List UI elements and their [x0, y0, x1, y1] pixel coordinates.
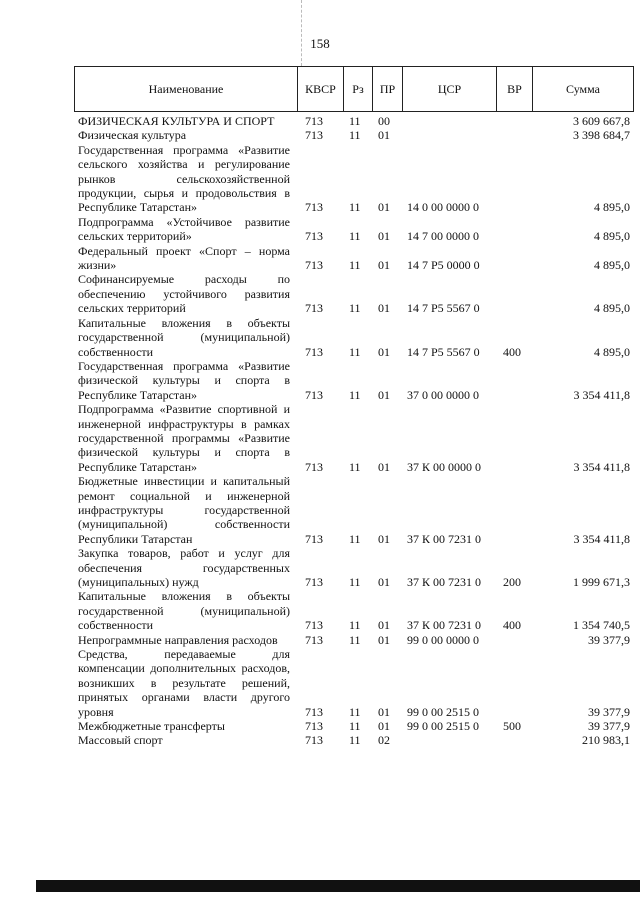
header-kvsr: КВСР — [297, 67, 343, 111]
row-csr: 99 0 00 2515 0 — [407, 704, 479, 719]
row-kvsr: 713 — [305, 344, 323, 359]
table-row — [74, 733, 634, 747]
row-csr: 37 0 00 0000 0 — [407, 387, 479, 402]
row-pr: 01 — [378, 459, 390, 474]
row-kvsr: 713 — [305, 114, 323, 128]
row-rz: 11 — [349, 733, 361, 748]
row-pr: 01 — [378, 200, 390, 215]
table-row — [74, 546, 634, 589]
row-csr: 37 К 00 7231 0 — [407, 531, 482, 546]
scan-border — [36, 880, 640, 892]
row-csr: 99 0 00 0000 0 — [407, 632, 479, 647]
row-sum: 1 999 671,3 — [573, 575, 630, 589]
table-row — [74, 114, 634, 128]
row-vr: 200 — [503, 575, 521, 589]
row-pr: 01 — [378, 632, 390, 647]
row-sum: 1 354 740,5 — [573, 618, 630, 633]
row-kvsr: 713 — [305, 229, 323, 244]
row-kvsr: 713 — [305, 575, 323, 589]
row-name: Бюджетные инвестиции и капитальный ремонт социальной и инженерной инфраструктуры государственной (муниципальной) собственности Республики Татарстан — [78, 474, 290, 546]
row-rz: 11 — [349, 531, 361, 546]
table-row — [74, 589, 634, 632]
table-row — [74, 215, 634, 244]
table-row — [74, 719, 634, 733]
row-csr: 37 К 00 7231 0 — [407, 575, 482, 589]
header-pr: ПР — [372, 67, 402, 111]
row-pr: 01 — [378, 531, 390, 546]
row-sum: 3 354 411,8 — [573, 387, 630, 402]
row-sum: 39 377,9 — [588, 719, 630, 734]
row-sum: 4 895,0 — [594, 344, 630, 359]
row-rz: 11 — [349, 704, 361, 719]
row-rz: 11 — [349, 618, 361, 633]
row-pr: 01 — [378, 387, 390, 402]
row-rz: 11 — [349, 575, 361, 589]
row-name: Средства, передаваемые для компенсации дополнительных расходов, возникших в результате решений, принятых органами власти другого уровня — [78, 647, 290, 719]
row-csr: 14 7 P5 5567 0 — [407, 301, 480, 316]
row-csr: 14 7 P5 0000 0 — [407, 258, 480, 273]
row-pr: 01 — [378, 128, 390, 143]
table-header — [74, 66, 634, 112]
row-kvsr: 713 — [305, 459, 323, 474]
row-rz: 11 — [349, 200, 361, 215]
row-rz: 11 — [349, 114, 361, 128]
table-row — [74, 272, 634, 315]
row-name: Капитальные вложения в объекты государственной (муниципальной) собственности — [78, 315, 290, 359]
row-sum: 3 354 411,8 — [573, 459, 630, 474]
row-kvsr: 713 — [305, 200, 323, 215]
row-kvsr: 713 — [305, 531, 323, 546]
row-csr: 14 7 00 0000 0 — [407, 229, 479, 244]
row-kvsr: 713 — [305, 632, 323, 647]
row-name: Капитальные вложения в объекты государственной (муниципальной) собственности — [78, 589, 290, 633]
row-kvsr: 713 — [305, 719, 323, 734]
row-rz: 11 — [349, 344, 361, 359]
row-pr: 01 — [378, 344, 390, 359]
row-kvsr: 713 — [305, 618, 323, 633]
row-name: Закупка товаров, работ и услуг для обеспечения государственных (муниципальных) нужд — [78, 546, 290, 589]
row-name: Софинансируемые расходы по обеспечению устойчивого развития сельских территорий — [78, 272, 290, 316]
header-rz: Рз — [343, 67, 372, 111]
row-rz: 11 — [349, 301, 361, 316]
row-kvsr: 713 — [305, 301, 323, 316]
table-row — [74, 316, 634, 359]
row-rz: 11 — [349, 128, 361, 143]
row-pr: 00 — [378, 114, 390, 128]
row-sum: 3 354 411,8 — [573, 531, 630, 546]
row-sum: 210 983,1 — [582, 733, 630, 748]
row-rz: 11 — [349, 719, 361, 734]
row-pr: 01 — [378, 575, 390, 589]
row-rz: 11 — [349, 459, 361, 474]
table-row — [74, 633, 634, 647]
row-pr: 01 — [378, 719, 390, 734]
row-pr: 02 — [378, 733, 390, 748]
row-vr: 400 — [503, 618, 521, 633]
row-kvsr: 713 — [305, 128, 323, 143]
row-sum: 4 895,0 — [594, 200, 630, 215]
table-row — [74, 244, 634, 273]
table-row — [74, 128, 634, 142]
row-sum: 39 377,9 — [588, 704, 630, 719]
row-name: Физическая культура — [78, 128, 187, 143]
row-csr: 37 К 00 7231 0 — [407, 618, 482, 633]
row-pr: 01 — [378, 229, 390, 244]
header-sum: Сумма — [532, 67, 633, 111]
row-pr: 01 — [378, 704, 390, 719]
table-row — [74, 402, 634, 474]
row-sum: 4 895,0 — [594, 258, 630, 273]
row-name: ФИЗИЧЕСКАЯ КУЛЬТУРА И СПОРТ — [78, 114, 275, 128]
row-name: Государственная программа «Развитие физической культуры и спорта в Республике Татарстан» — [78, 358, 290, 402]
page-number: 158 — [310, 36, 330, 51]
row-sum: 3 398 684,7 — [573, 128, 630, 143]
table-row — [74, 647, 634, 719]
row-kvsr: 713 — [305, 704, 323, 719]
header-csr: ЦСР — [402, 67, 496, 111]
row-rz: 11 — [349, 258, 361, 273]
table-row — [74, 143, 634, 215]
header-name: Наименование — [148, 81, 224, 96]
table-row — [74, 359, 634, 402]
row-rz: 11 — [349, 229, 361, 244]
row-name: Массовый спорт — [78, 733, 163, 748]
row-sum: 39 377,9 — [588, 632, 630, 647]
row-sum: 3 609 667,8 — [573, 114, 630, 128]
row-name: Подпрограмма «Устойчивое развитие сельских территорий» — [78, 214, 290, 244]
row-kvsr: 713 — [305, 733, 323, 748]
row-name: Государственная программа «Развитие сельского хозяйства и регулирование рынков сельскохозяйственной продукции, сырья и продовольствия в Республике Татарстан» — [78, 142, 290, 215]
row-pr: 01 — [378, 258, 390, 273]
row-name: Непрограммные направления расходов — [78, 632, 278, 647]
row-kvsr: 713 — [305, 258, 323, 273]
scan-fold-line — [301, 0, 302, 66]
row-csr: 14 0 00 0000 0 — [407, 200, 479, 215]
row-pr: 01 — [378, 618, 390, 633]
table-body — [74, 114, 634, 748]
header-vr: ВР — [496, 67, 532, 111]
row-name: Подпрограмма «Развитие спортивной и инженерной инфраструктуры в рамках государственной программы «Развитие физической культуры и спорта в Республике Татарстан» — [78, 402, 290, 474]
table-row — [74, 474, 634, 546]
row-sum: 4 895,0 — [594, 229, 630, 244]
row-name: Межбюджетные трансферты — [78, 719, 225, 734]
row-csr: 14 7 P5 5567 0 — [407, 344, 480, 359]
row-pr: 01 — [378, 301, 390, 316]
row-name: Федеральный проект «Спорт – норма жизни» — [78, 243, 290, 273]
row-kvsr: 713 — [305, 387, 323, 402]
row-sum: 4 895,0 — [594, 301, 630, 316]
row-csr: 37 К 00 0000 0 — [407, 459, 482, 474]
row-rz: 11 — [349, 632, 361, 647]
row-rz: 11 — [349, 387, 361, 402]
row-vr: 400 — [503, 344, 521, 359]
row-csr: 99 0 00 2515 0 — [407, 719, 479, 734]
row-vr: 500 — [503, 719, 521, 734]
